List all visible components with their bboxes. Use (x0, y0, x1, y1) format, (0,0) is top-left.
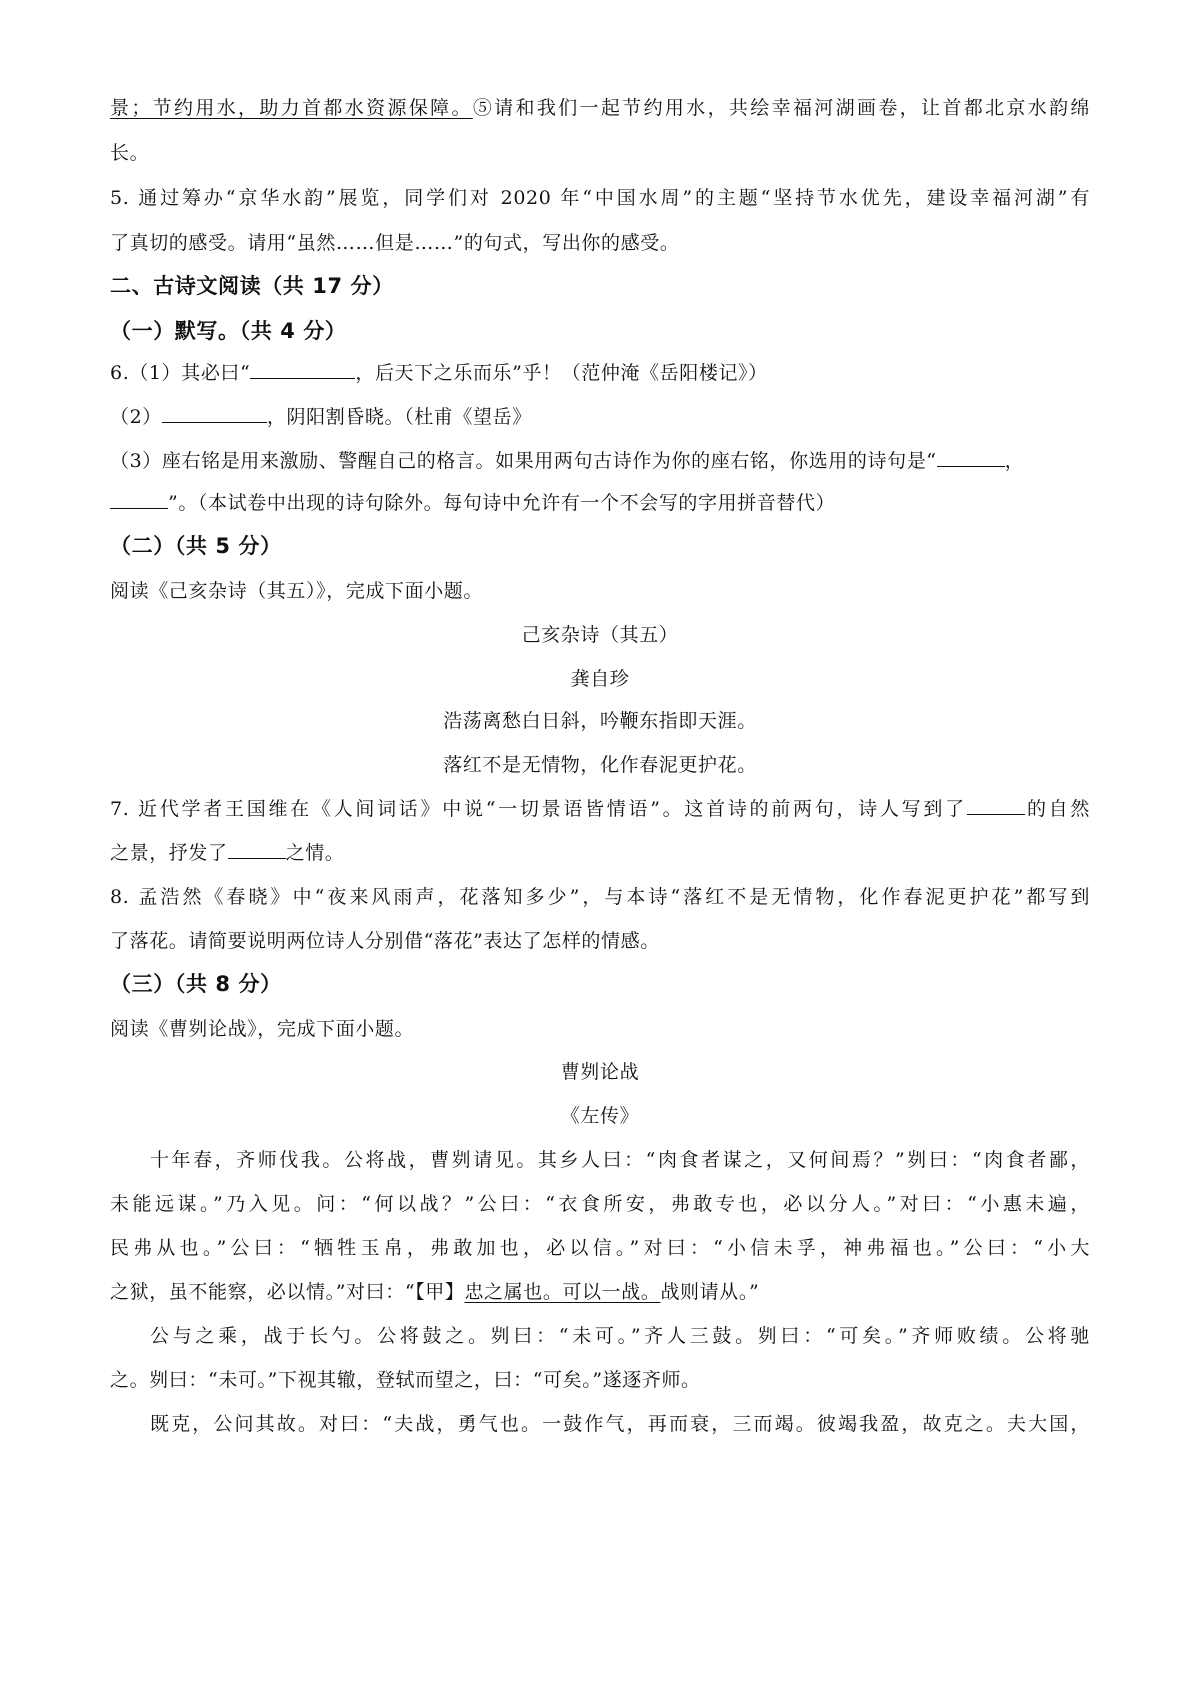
question-6-2 (110, 404, 1090, 430)
q6-3-comma: ， (1004, 450, 1025, 472)
question-6-3-line-1 (110, 448, 1090, 474)
underlined-sentence: 景；节约用水，助力首都水资源保障。 (110, 97, 473, 119)
q7-text-2: 之景，抒发了 (110, 842, 228, 864)
poem-line-1: 浩荡离愁白日斜，吟鞭东指即天涯。 (443, 710, 757, 732)
p1-text: 之狱，虽不能察，必以情。”对曰：“【甲】 (110, 1281, 465, 1303)
q6-3-note: ”。（本试卷中出现的诗句除外。每句诗中允许有一个不会写的字用拼音替代） (168, 492, 836, 514)
answer-blank[interactable] (937, 448, 1005, 467)
subsection-2-heading: （二）（共 5 分） (110, 534, 282, 558)
answer-blank[interactable] (162, 404, 267, 423)
answer-blank[interactable] (250, 360, 355, 379)
answer-blank[interactable] (110, 490, 168, 509)
poem-author: 龚自珍 (570, 668, 630, 690)
question-5-line-1: 5. 通过筹办“京华水韵”展览，同学们对 2020 年“中国水周”的主题“坚持节水优先，建设幸福河湖”有 (110, 187, 1090, 209)
paragraph-2-line-1: 公与之乘，战于长勺。公将鼓之。刿曰：“未可。”齐人三鼓。刿曰：“可矣。”齐师败绩。公将驰 (150, 1325, 1090, 1347)
answer-blank[interactable] (228, 840, 286, 859)
q6-2-prefix: （2） (110, 406, 162, 428)
q6-1-prefix: 6.（1）其必曰“ (110, 362, 251, 384)
q7-text-end: 的自然 (1024, 798, 1090, 820)
text-title: 曹刿论战 (560, 1061, 640, 1083)
subsection-1-heading: （一）默写。（共 4 分） (110, 319, 347, 343)
p1-text-end: 战则请从。” (660, 1281, 760, 1303)
paragraph-1-line-2: 未能远谋。”乃入见。问：“何以战？”公曰：“衣食所安，弗敢专也，必以分人。”对曰：“小惠未遍， (110, 1193, 1090, 1215)
subsection-3-heading: （三）（共 8 分） (110, 972, 282, 996)
question-6-1 (110, 360, 1090, 386)
sentence-5: ⑤请和我们一起节约用水，共绘幸福河湖画卷，让首都北京水韵绵 (472, 97, 1091, 119)
reading-instruction-3: 阅读《曹刿论战》，完成下面小题。 (110, 1018, 415, 1040)
paragraph-1-line-1: 十年春，齐师伐我。公将战，曹刿请见。其乡人曰：“肉食者谋之，又何间焉？”刿曰：“肉食者鄙， (150, 1149, 1090, 1171)
q6-3-text: （3）座右铭是用来激励、警醒自己的格言。如果用两句古诗作为你的座右铭，你选用的诗句是“ (110, 450, 937, 472)
question-8-line-2: 了落花。请简要说明两位诗人分别借“落花”表达了怎样的情感。 (110, 930, 660, 952)
paragraph-1-line-4 (110, 1279, 1090, 1305)
q6-1-suffix: ，后天下之乐而乐”乎！（范仲淹《岳阳楼记》） (355, 362, 768, 384)
q7-text: 7. 近代学者王国维在《人间词话》中说“一切景语皆情语”。这首诗的前两句，诗人写到了 (110, 798, 967, 820)
paragraph-3-line-1: 既克，公问其故。对曰：“夫战，勇气也。一鼓作气，再而衰，三而竭。彼竭我盈，故克之。夫大国， (150, 1413, 1090, 1435)
reading-instruction-2: 阅读《己亥杂诗（其五）》，完成下面小题。 (110, 580, 484, 602)
question-5-line-2: 了真切的感受。请用“虽然……但是……”的句式，写出你的感受。 (110, 232, 680, 254)
question-7-line-2 (110, 840, 1090, 866)
paragraph-2-line-2: 之。刿曰：“未可。”下视其辙，登轼而望之，曰：“可矣。”遂逐齐师。 (110, 1369, 701, 1391)
paragraph-1-line-3: 民弗从也。”公曰：“牺牲玉帛，弗敢加也，必以信。”对曰：“小信未孚，神弗福也。”公曰：“小大 (110, 1237, 1090, 1259)
poem-line-2: 落红不是无情物，化作春泥更护花。 (443, 754, 757, 776)
q6-2-suffix: ，阴阳割昏晓。（杜甫《望岳》 (266, 406, 532, 428)
text-line-2: 长。 (110, 142, 150, 164)
question-7-line-1 (110, 796, 1090, 822)
answer-blank[interactable] (967, 796, 1025, 815)
question-8-line-1: 8. 孟浩然《春晓》中“夜来风雨声，花落知多少”，与本诗“落红不是无情物，化作春泥更护花”都写到 (110, 886, 1090, 908)
text-source: 《左传》 (560, 1105, 640, 1127)
text-line-1 (110, 95, 1090, 121)
section-2-heading: 二、古诗文阅读（共 17 分） (110, 274, 394, 298)
poem-title: 己亥杂诗（其五） (521, 624, 679, 646)
question-6-3-line-2 (110, 490, 1090, 516)
underlined-phrase-jia: 忠之属也。可以一战。 (464, 1281, 661, 1303)
q7-text-2-end: 之情。 (285, 842, 345, 864)
